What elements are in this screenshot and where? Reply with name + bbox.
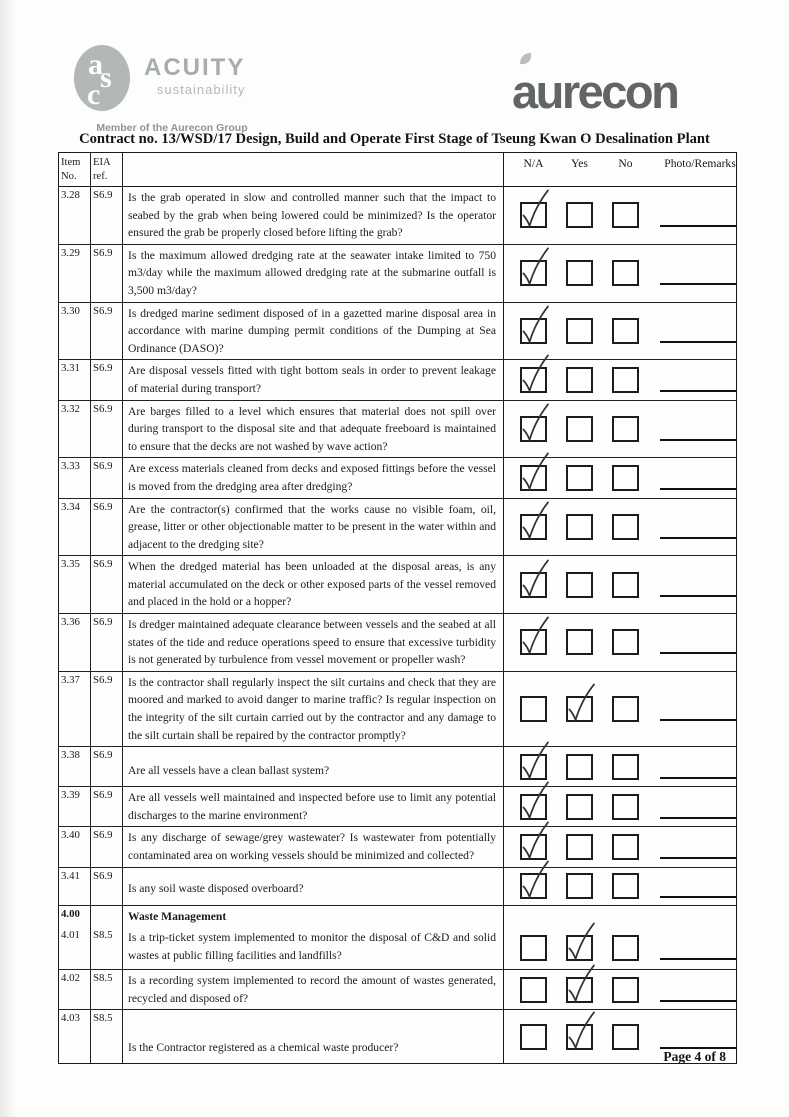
checkbox-group: [520, 873, 736, 899]
table-row: [59, 906, 736, 928]
item-no: 3.29: [59, 245, 91, 302]
eia-ref: S6.9: [91, 499, 123, 556]
no-checkbox[interactable]: [612, 834, 639, 860]
aurecon-logo: [512, 52, 727, 122]
photo-remarks-line[interactable]: [660, 719, 736, 721]
checkbox-group: [520, 794, 736, 820]
table-row: [59, 499, 736, 557]
photo-remarks-column-header: Photo/Remarks: [664, 157, 736, 170]
na-checkbox[interactable]: [520, 572, 547, 598]
item-no: 3.31: [59, 360, 91, 399]
acuity-monogram-icon: [72, 42, 136, 116]
eia-ref: S6.9: [91, 614, 123, 671]
checkbox-group: [520, 202, 736, 228]
photo-remarks-line[interactable]: [660, 896, 736, 898]
na-checkbox[interactable]: [520, 514, 547, 540]
photo-remarks-line[interactable]: [660, 958, 736, 960]
answer-cell: [504, 360, 736, 399]
tick-mark: [518, 245, 553, 290]
question-cell: [123, 303, 504, 360]
eia-ref: S6.9: [91, 360, 123, 399]
acuity-logo: [72, 42, 282, 134]
item-no: 4.00: [59, 906, 91, 928]
no-checkbox[interactable]: [612, 465, 639, 491]
eia-ref: S6.9: [91, 672, 123, 746]
tick-mark: [518, 303, 553, 348]
question-cell: [123, 245, 504, 302]
question-text: Are the contractor(s) confirmed that the works cause no visible foam, oil, grease, litter or other objectionable matter to be present in the water within and adjacent to the dredging site?: [128, 502, 496, 551]
item-no: 3.38: [59, 747, 91, 786]
answer-cell: [504, 556, 736, 613]
photo-remarks-line[interactable]: [660, 1000, 736, 1002]
no-checkbox[interactable]: [612, 754, 639, 780]
item-no: 3.41: [59, 868, 91, 905]
yes-checkbox[interactable]: [566, 696, 593, 722]
table-row: [59, 556, 736, 614]
item-no: 3.34: [59, 499, 91, 556]
tick-mark: [564, 1009, 599, 1054]
no-checkbox[interactable]: [612, 935, 639, 961]
eia-ref: S6.9: [91, 303, 123, 360]
item-no: 4.01: [59, 927, 91, 969]
no-checkbox[interactable]: [612, 367, 639, 393]
na-checkbox[interactable]: [520, 416, 547, 442]
item-no: 3.28: [59, 187, 91, 244]
photo-remarks-line[interactable]: [660, 777, 736, 779]
photo-remarks-line[interactable]: [660, 652, 736, 654]
answer-cell: [504, 672, 736, 746]
question-text: Is dredged marine sediment disposed of in a gazetted marine disposal area in accordance with marine dumping permit conditions of the Dumping at Sea Ordinance (DASO)?: [128, 306, 496, 355]
tick-mark: [518, 352, 553, 397]
tick-mark: [518, 858, 553, 903]
table-row: [59, 360, 736, 400]
na-column-header: N/A: [523, 157, 544, 170]
checkbox-group: [520, 935, 736, 961]
eia-ref: S8.5: [91, 927, 123, 969]
na-checkbox[interactable]: [520, 465, 547, 491]
item-no: 4.02: [59, 970, 91, 1009]
yes-checkbox[interactable]: [566, 754, 593, 780]
checkbox-group: [520, 696, 736, 722]
document-title: Contract no. 13/WSD/17 Design, Build and Operate First Stage of Tseung Kwan O Desalination Plant: [79, 131, 710, 147]
no-checkbox[interactable]: [612, 1024, 639, 1050]
eia-ref: S6.9: [91, 787, 123, 826]
question-text: Is the grab operated in slow and controlled manner such that the impact to seabed by the grab when being lowered could be minimized? Is the operator ensured the grab be properly closed before lifting the grab?: [128, 191, 496, 240]
checkbox-group: [520, 514, 736, 540]
no-checkbox[interactable]: [612, 629, 639, 655]
checkbox-group: [520, 977, 736, 1003]
checkbox-group: [520, 367, 736, 393]
table-header-row: [59, 153, 736, 187]
question-cell: [123, 927, 504, 969]
eia-ref: S6.9: [91, 401, 123, 458]
photo-remarks-line[interactable]: [660, 857, 736, 859]
question-cell: [123, 827, 504, 866]
na-checkbox[interactable]: [520, 873, 547, 899]
question-cell: [123, 360, 504, 399]
answer-cell: [504, 187, 736, 244]
item-no: 3.35: [59, 556, 91, 613]
table-row: [59, 187, 736, 245]
no-checkbox[interactable]: [612, 873, 639, 899]
no-checkbox[interactable]: [612, 514, 639, 540]
yes-checkbox[interactable]: [566, 873, 593, 899]
no-checkbox[interactable]: [612, 977, 639, 1003]
tick-mark: [518, 739, 553, 784]
item-no-header: Item No.: [59, 153, 91, 186]
aurecon-wordmark: aurecon: [512, 65, 678, 118]
question-text: Is the maximum allowed dredging rate at the seawater intake limited to 750 m3/day while the maximum allowed dredging rate at the submarine outfall is 3,500 m3/day?: [128, 248, 496, 297]
na-checkbox[interactable]: [520, 794, 547, 820]
eia-ref: S6.9: [91, 868, 123, 905]
checklist-table: [58, 152, 737, 1064]
answer-cell: [504, 245, 736, 302]
checkbox-group: [520, 416, 736, 442]
item-no: 3.32: [59, 401, 91, 458]
tick-mark: [564, 920, 599, 965]
answer-cell: [504, 614, 736, 671]
no-checkbox[interactable]: [612, 416, 639, 442]
eia-ref: S6.9: [91, 827, 123, 866]
answer-header: [504, 153, 746, 186]
eia-ref: S6.9: [91, 245, 123, 302]
checkbox-group: [520, 572, 736, 598]
eia-ref: S8.5: [91, 970, 123, 1009]
svg-text:a: a: [88, 48, 103, 81]
tick-mark: [518, 779, 553, 824]
yes-checkbox[interactable]: [566, 935, 593, 961]
eia-ref: S6.9: [91, 556, 123, 613]
photo-remarks-line[interactable]: [660, 390, 736, 392]
yes-checkbox[interactable]: [566, 1024, 593, 1050]
yes-checkbox[interactable]: [566, 260, 593, 286]
answer-cell: [504, 499, 736, 556]
question-cell: [123, 1010, 504, 1063]
na-checkbox[interactable]: [520, 202, 547, 228]
question-cell: [123, 458, 504, 497]
yes-checkbox[interactable]: [566, 465, 593, 491]
table-row: [59, 614, 736, 672]
no-checkbox[interactable]: [612, 572, 639, 598]
answer-cell: [504, 303, 736, 360]
no-checkbox[interactable]: [612, 696, 639, 722]
svg-text:c: c: [87, 78, 101, 111]
yes-checkbox[interactable]: [566, 629, 593, 655]
photo-remarks-line[interactable]: [660, 817, 736, 819]
acuity-wordmark: ACUITY: [144, 54, 246, 81]
question-text: Is the Contractor registered as a chemical waste producer?: [128, 1040, 399, 1054]
checkbox-group: [520, 318, 736, 344]
answer-cell: [504, 868, 736, 905]
yes-checkbox[interactable]: [566, 416, 593, 442]
eia-ref: S8.5: [91, 1010, 123, 1063]
question-cell: [123, 672, 504, 746]
acuity-tagline: Member of the Aurecon Group: [96, 122, 248, 134]
page-header: [0, 0, 789, 150]
yes-checkbox[interactable]: [566, 794, 593, 820]
eia-ref-header: EIA ref.: [91, 153, 123, 186]
checkbox-group: [520, 465, 736, 491]
checkbox-group: [520, 260, 736, 286]
table-row: [59, 868, 736, 906]
item-no: 3.36: [59, 614, 91, 671]
tick-mark: [564, 962, 599, 1007]
question-cell: [123, 868, 504, 905]
no-checkbox[interactable]: [612, 260, 639, 286]
table-row: [59, 970, 736, 1010]
table-row: [59, 747, 736, 787]
na-checkbox[interactable]: [520, 1024, 547, 1050]
yes-checkbox[interactable]: [566, 202, 593, 228]
item-no: 3.33: [59, 458, 91, 497]
svg-text:s: s: [100, 61, 112, 94]
answer-cell: [504, 970, 736, 1009]
tick-mark: [518, 187, 553, 232]
na-checkbox[interactable]: [520, 935, 547, 961]
question-cell: [123, 970, 504, 1009]
question-text: Waste Management: [128, 909, 227, 923]
tick-mark: [518, 401, 553, 446]
yes-checkbox[interactable]: [566, 572, 593, 598]
question-cell: [123, 614, 504, 671]
checkbox-group: [520, 754, 736, 780]
item-no: 3.30: [59, 303, 91, 360]
yes-checkbox[interactable]: [566, 977, 593, 1003]
na-checkbox[interactable]: [520, 754, 547, 780]
yes-checkbox[interactable]: [566, 834, 593, 860]
question-cell: [123, 906, 504, 928]
no-checkbox[interactable]: [612, 202, 639, 228]
question-cell: [123, 401, 504, 458]
table-row: [59, 245, 736, 303]
na-checkbox[interactable]: [520, 318, 547, 344]
eia-ref: S6.9: [91, 187, 123, 244]
scan-edge-artifact: [0, 0, 16, 1117]
answer-cell: [504, 927, 736, 969]
na-checkbox[interactable]: [520, 834, 547, 860]
na-checkbox[interactable]: [520, 696, 547, 722]
answer-cell: [504, 458, 736, 497]
eia-ref: [91, 906, 123, 928]
question-text: Is dredger maintained adequate clearance between vessels and the seabed at all states of the tide and reduce operations speed to ensure that excessive turbidity is not generated by turbulence from vessel movement or propeller wash?: [128, 618, 496, 667]
eia-ref: S6.9: [91, 458, 123, 497]
checklist-rows: [59, 187, 736, 1063]
no-checkbox[interactable]: [612, 794, 639, 820]
answer-cell: [504, 906, 736, 928]
tick-mark: [518, 557, 553, 602]
na-checkbox[interactable]: [520, 629, 547, 655]
question-text: Is any soil waste disposed overboard?: [128, 882, 304, 895]
question-text: Is any discharge of sewage/grey wastewater? Is wastewater from potentially contaminated area on working vessels should be minimized and collected?: [128, 831, 496, 862]
no-checkbox[interactable]: [612, 318, 639, 344]
question-text: Are excess materials cleaned from decks and exposed fittings before the vessel is moved from the dredging area after dredging?: [128, 462, 496, 493]
na-checkbox[interactable]: [520, 260, 547, 286]
tick-mark: [518, 614, 553, 659]
table-row: [59, 401, 736, 459]
tick-mark: [518, 450, 553, 495]
item-no: 3.40: [59, 827, 91, 866]
no-column-header: No: [618, 157, 633, 170]
photo-remarks-line[interactable]: [660, 283, 736, 285]
yes-checkbox[interactable]: [566, 367, 593, 393]
question-text: Are barges filled to a level which ensures that material does not spill over during transport to the disposal site and that adequate freeboard is maintained to ensure that the decks are not washed by wave action?: [128, 404, 496, 453]
question-text: Is the contractor shall regularly inspect the silt curtains and check that they are moored and marked to avoid danger to marine traffic? Is regular inspection on the integrity of the silt curtain carried out by the contractor and any damage to the silt curtain shall be repaired by the contractor promptly?: [128, 675, 496, 742]
acuity-subtitle: sustainability: [156, 82, 246, 97]
table-row: [59, 827, 736, 867]
checkbox-group: [520, 629, 736, 655]
tick-mark: [518, 499, 553, 544]
answer-cell: [504, 401, 736, 458]
photo-remarks-line[interactable]: [660, 595, 736, 597]
table-row: [59, 787, 736, 827]
na-checkbox[interactable]: [520, 977, 547, 1003]
question-text: Is a recording system implemented to record the amount of wastes generated, recycled and disposed of?: [128, 974, 496, 1005]
table-row: [59, 672, 736, 747]
question-text: When the dredged material has been unloaded at the disposal areas, is any material accumulated on the deck or other exposed parts of the vessel removed and placed in the hold or a hopper?: [128, 560, 496, 609]
photo-remarks-line[interactable]: [660, 537, 736, 539]
question-text: Are all vessels have a clean ballast system?: [128, 763, 330, 777]
photo-remarks-line[interactable]: [660, 488, 736, 490]
checkbox-group: [520, 1024, 736, 1050]
photo-remarks-line[interactable]: [660, 439, 736, 441]
table-row: [59, 927, 736, 970]
table-row: [59, 303, 736, 361]
item-no: 4.03: [59, 1010, 91, 1063]
question-text: Is a trip-ticket system implemented to monitor the disposal of C&D and solid wastes at public filling facilities and landfills?: [128, 931, 496, 962]
question-header: [123, 153, 504, 186]
photo-remarks-line[interactable]: [660, 341, 736, 343]
yes-checkbox[interactable]: [566, 318, 593, 344]
question-cell: [123, 747, 504, 786]
question-cell: [123, 556, 504, 613]
yes-column-header: Yes: [571, 157, 588, 170]
table-row: [59, 458, 736, 498]
checkbox-group: [520, 834, 736, 860]
item-no: 3.39: [59, 787, 91, 826]
item-no: 3.37: [59, 672, 91, 746]
eia-ref: S6.9: [91, 747, 123, 786]
question-text: Are all vessels well maintained and inspected before use to limit any potential discharges to the marine environment?: [128, 791, 496, 822]
question-cell: [123, 787, 504, 826]
photo-remarks-line[interactable]: [660, 225, 736, 227]
question-cell: [123, 187, 504, 244]
na-checkbox[interactable]: [520, 367, 547, 393]
question-text: Are disposal vessels fitted with tight bottom seals in order to prevent leakage of material during transport?: [128, 364, 496, 395]
yes-checkbox[interactable]: [566, 514, 593, 540]
page-number: Page 4 of 8: [663, 1049, 726, 1064]
question-cell: [123, 499, 504, 556]
table-row: [59, 1010, 736, 1063]
tick-mark: [564, 681, 599, 726]
